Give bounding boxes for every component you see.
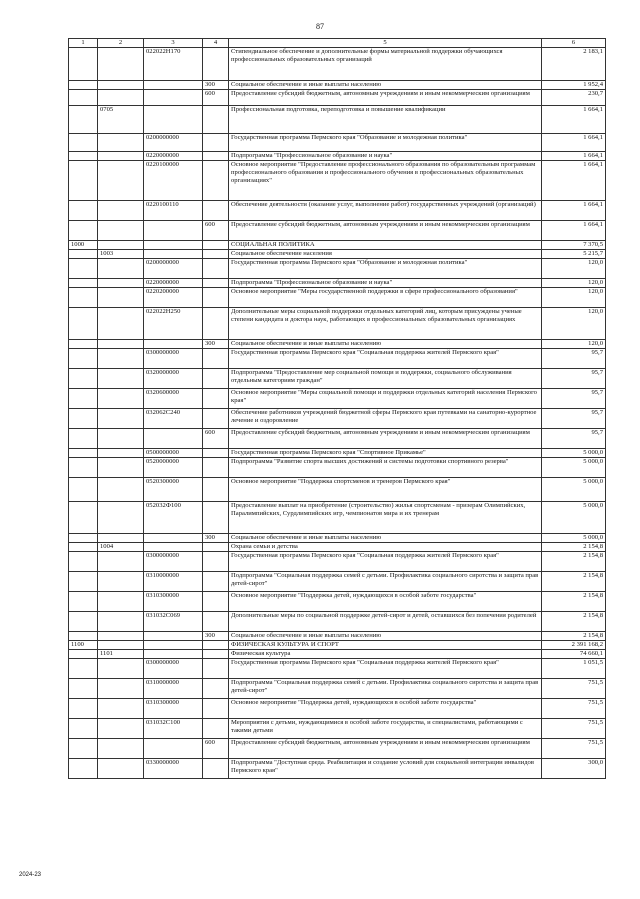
expense-type-code: 300: [203, 81, 229, 90]
section-code: [69, 650, 98, 659]
table-row: [69, 543, 606, 552]
expense-type-code: 300: [203, 632, 229, 641]
column-header: 4: [203, 39, 229, 48]
amount: 120,0: [542, 340, 606, 349]
table-row: [69, 161, 606, 201]
table-row: [69, 308, 606, 340]
expense-type-code: [203, 389, 229, 409]
section-code: [69, 389, 98, 409]
section-code: 1000: [69, 241, 98, 250]
table-row: [69, 429, 606, 449]
expense-type-code: 600: [203, 429, 229, 449]
expense-type-code: [203, 679, 229, 699]
table-header: [69, 39, 606, 48]
expense-type-code: 300: [203, 534, 229, 543]
column-header: 1: [69, 39, 98, 48]
target-article-code: 0220000000: [144, 279, 203, 288]
item-name: Обеспечение деятельности (оказание услуг, выполнение работ) государственных учреждений (организаций): [229, 201, 542, 221]
item-name: Основное мероприятие "Поддержка спортсменов и тренеров Пермского края": [229, 478, 542, 502]
amount: 1 664,1: [542, 106, 606, 134]
table-row: [69, 48, 606, 81]
expense-type-code: [203, 543, 229, 552]
item-name: Социальное обеспечение и иные выплаты населению: [229, 340, 542, 349]
target-article-code: 0220200000: [144, 288, 203, 308]
expense-type-code: [203, 478, 229, 502]
subsection-code: [98, 719, 144, 739]
item-name: Предоставление субсидий бюджетным, автономным учреждениям и иным некоммерческим организациям: [229, 90, 542, 106]
table-row: [69, 502, 606, 534]
expense-type-code: [203, 552, 229, 572]
item-name: Социальное обеспечение и иные выплаты населению: [229, 632, 542, 641]
section-code: [69, 221, 98, 241]
target-article-code: 0520300000: [144, 478, 203, 502]
table-row: [69, 612, 606, 632]
subsection-code: [98, 279, 144, 288]
subsection-code: [98, 134, 144, 152]
subsection-code: [98, 90, 144, 106]
target-article-code: [144, 534, 203, 543]
item-name: СОЦИАЛЬНАЯ ПОЛИТИКА: [229, 241, 542, 250]
amount: 1 051,5: [542, 659, 606, 679]
expense-type-code: [203, 106, 229, 134]
amount: 2 391 168,2: [542, 641, 606, 650]
item-name: Государственная программа Пермского края "Социальная поддержка жителей Пермского края": [229, 349, 542, 369]
subsection-code: [98, 699, 144, 719]
expense-type-code: [203, 502, 229, 534]
subsection-code: [98, 48, 144, 81]
item-name: Государственная программа Пермского края "Образование и молодежная политика": [229, 134, 542, 152]
section-code: [69, 739, 98, 759]
table-row: [69, 478, 606, 502]
item-name: Основное мероприятие "Меры социальной помощи и поддержки отдельных категорий населения Пермского края": [229, 389, 542, 409]
amount: 5 000,0: [542, 478, 606, 502]
amount: 95,7: [542, 369, 606, 389]
target-article-code: [144, 641, 203, 650]
item-name: Подпрограмма "Социальная поддержка семей с детьми. Профилактика социального сиротства и защита прав детей-сирот": [229, 572, 542, 592]
expense-type-code: [203, 759, 229, 779]
subsection-code: [98, 641, 144, 650]
target-article-code: 0320000000: [144, 369, 203, 389]
section-code: [69, 161, 98, 201]
subsection-code: [98, 349, 144, 369]
budget-table: [68, 38, 606, 779]
table-row: [69, 369, 606, 389]
amount: 2 183,1: [542, 48, 606, 81]
expense-type-code: [203, 349, 229, 369]
item-name: Охрана семьи и детства: [229, 543, 542, 552]
section-code: [69, 259, 98, 279]
table-row: [69, 241, 606, 250]
expense-type-code: [203, 458, 229, 478]
table-row: [69, 152, 606, 161]
subsection-code: 1004: [98, 543, 144, 552]
subsection-code: [98, 161, 144, 201]
amount: 230,7: [542, 90, 606, 106]
item-name: Подпрограмма "Доступная среда. Реабилитация и создание условий для социальной интеграции инвалидов Пермского края": [229, 759, 542, 779]
expense-type-code: [203, 201, 229, 221]
target-article-code: 0520000000: [144, 458, 203, 478]
subsection-code: [98, 221, 144, 241]
expense-type-code: 600: [203, 221, 229, 241]
item-name: Основное мероприятие "Поддержка детей, нуждающихся в особой заботе государства": [229, 592, 542, 612]
table-row: [69, 134, 606, 152]
table-row: [69, 641, 606, 650]
amount: 5 000,0: [542, 458, 606, 478]
section-code: [69, 340, 98, 349]
expense-type-code: [203, 592, 229, 612]
item-name: ФИЗИЧЕСКАЯ КУЛЬТУРА И СПОРТ: [229, 641, 542, 650]
table-row: [69, 106, 606, 134]
subsection-code: [98, 308, 144, 340]
expense-type-code: [203, 719, 229, 739]
target-article-code: 0200000000: [144, 259, 203, 279]
item-name: Предоставление выплат на приобретение (строительство) жилья спортсменам - призерам Олимпийских, Паралимпийских, Сурдлимпийских игр, чемпионатов мира и их тренерам: [229, 502, 542, 534]
section-code: [69, 250, 98, 259]
table-row: [69, 288, 606, 308]
table-row: [69, 340, 606, 349]
amount: 5 000,0: [542, 534, 606, 543]
amount: 2 154,8: [542, 552, 606, 572]
table-row: [69, 572, 606, 592]
item-name: Подпрограмма "Профессиональное образование и наука": [229, 152, 542, 161]
target-article-code: 0310300000: [144, 699, 203, 719]
target-article-code: 031032С100: [144, 719, 203, 739]
amount: 2 154,8: [542, 612, 606, 632]
amount: 1 664,1: [542, 201, 606, 221]
subsection-code: [98, 81, 144, 90]
amount: 2 154,8: [542, 543, 606, 552]
expense-type-code: [203, 152, 229, 161]
target-article-code: 0220100000: [144, 161, 203, 201]
expense-type-code: [203, 699, 229, 719]
subsection-code: [98, 572, 144, 592]
amount: 300,0: [542, 759, 606, 779]
amount: 2 154,8: [542, 632, 606, 641]
target-article-code: [144, 106, 203, 134]
subsection-code: 1003: [98, 250, 144, 259]
amount: 95,7: [542, 389, 606, 409]
table-row: [69, 81, 606, 90]
expense-type-code: [203, 572, 229, 592]
subsection-code: [98, 288, 144, 308]
amount: 1 952,4: [542, 81, 606, 90]
target-article-code: 0300000000: [144, 349, 203, 369]
amount: 751,5: [542, 699, 606, 719]
column-header: 2: [98, 39, 144, 48]
subsection-code: [98, 340, 144, 349]
expense-type-code: [203, 288, 229, 308]
expense-type-code: [203, 250, 229, 259]
subsection-code: [98, 552, 144, 572]
subsection-code: [98, 201, 144, 221]
expense-type-code: [203, 308, 229, 340]
subsection-code: [98, 759, 144, 779]
section-code: [69, 106, 98, 134]
target-article-code: 0300000000: [144, 552, 203, 572]
expense-type-code: 600: [203, 90, 229, 106]
subsection-code: [98, 369, 144, 389]
section-code: [69, 279, 98, 288]
subsection-code: [98, 449, 144, 458]
target-article-code: 031032С069: [144, 612, 203, 632]
target-article-code: [144, 739, 203, 759]
target-article-code: [144, 543, 203, 552]
expense-type-code: [203, 409, 229, 429]
section-code: [69, 349, 98, 369]
table-row: [69, 534, 606, 543]
amount: 1 664,1: [542, 134, 606, 152]
target-article-code: 0200000000: [144, 134, 203, 152]
table-row: [69, 279, 606, 288]
section-code: [69, 201, 98, 221]
subsection-code: [98, 458, 144, 478]
amount: 1 664,1: [542, 152, 606, 161]
expense-type-code: [203, 612, 229, 632]
amount: 5 215,7: [542, 250, 606, 259]
target-article-code: [144, 429, 203, 449]
amount: 1 664,1: [542, 161, 606, 201]
target-article-code: [144, 340, 203, 349]
subsection-code: [98, 259, 144, 279]
item-name: Обеспечение работников учреждений бюджетной сферы Пермского края путевками на санаторно-курортное лечение и оздоровление: [229, 409, 542, 429]
amount: 2 154,8: [542, 592, 606, 612]
table-row: [69, 90, 606, 106]
amount: 120,0: [542, 308, 606, 340]
amount: 95,7: [542, 429, 606, 449]
subsection-code: [98, 429, 144, 449]
item-name: Физическая культура: [229, 650, 542, 659]
target-article-code: 0310000000: [144, 572, 203, 592]
target-article-code: 0500000000: [144, 449, 203, 458]
target-article-code: [144, 241, 203, 250]
section-code: [69, 534, 98, 543]
target-article-code: [144, 632, 203, 641]
section-code: [69, 719, 98, 739]
section-code: [69, 552, 98, 572]
table-row: [69, 409, 606, 429]
section-code: [69, 543, 98, 552]
section-code: [69, 679, 98, 699]
target-article-code: 0220000000: [144, 152, 203, 161]
expense-type-code: 300: [203, 340, 229, 349]
subsection-code: [98, 241, 144, 250]
target-article-code: 0310300000: [144, 592, 203, 612]
target-article-code: [144, 90, 203, 106]
section-code: [69, 458, 98, 478]
table-row: [69, 449, 606, 458]
section-code: [69, 409, 98, 429]
amount: 120,0: [542, 279, 606, 288]
subsection-code: 0705: [98, 106, 144, 134]
subsection-code: [98, 612, 144, 632]
section-code: [69, 659, 98, 679]
section-code: [69, 429, 98, 449]
target-article-code: 022022Н170: [144, 48, 203, 81]
item-name: Государственная программа Пермского края "Социальная поддержка жителей Пермского края": [229, 552, 542, 572]
target-article-code: 0330000000: [144, 759, 203, 779]
section-code: [69, 48, 98, 81]
target-article-code: [144, 221, 203, 241]
table-row: [69, 679, 606, 699]
table-row: [69, 592, 606, 612]
expense-type-code: [203, 279, 229, 288]
expense-type-code: [203, 134, 229, 152]
page-number: 87: [316, 22, 324, 31]
amount: 751,5: [542, 679, 606, 699]
column-header: 3: [144, 39, 203, 48]
table-row: [69, 659, 606, 679]
item-name: Предоставление субсидий бюджетным, автономным учреждениям и иным некоммерческим организациям: [229, 221, 542, 241]
subsection-code: [98, 409, 144, 429]
section-code: [69, 134, 98, 152]
column-header: 6: [542, 39, 606, 48]
table-row: [69, 250, 606, 259]
subsection-code: [98, 502, 144, 534]
section-code: [69, 478, 98, 502]
table-row: [69, 719, 606, 739]
table-row: [69, 739, 606, 759]
target-article-code: 0320600000: [144, 389, 203, 409]
subsection-code: [98, 152, 144, 161]
expense-type-code: [203, 48, 229, 81]
expense-type-code: [203, 650, 229, 659]
section-code: [69, 632, 98, 641]
amount: 751,5: [542, 719, 606, 739]
section-code: [69, 502, 98, 534]
expense-type-code: 600: [203, 739, 229, 759]
section-code: [69, 369, 98, 389]
item-name: Стипендиальное обеспечение и дополнительные формы материальной поддержки обучающихся профессиональных образовательных организаций: [229, 48, 542, 81]
section-code: [69, 759, 98, 779]
subsection-code: [98, 389, 144, 409]
section-code: [69, 81, 98, 90]
target-article-code: [144, 650, 203, 659]
subsection-code: [98, 679, 144, 699]
amount: 95,7: [542, 349, 606, 369]
item-name: Дополнительные меры по социальной поддержке детей-сирот и детей, оставшихся без попечения родителей: [229, 612, 542, 632]
section-code: [69, 592, 98, 612]
expense-type-code: [203, 241, 229, 250]
expense-type-code: [203, 161, 229, 201]
table-row: [69, 699, 606, 719]
expense-type-code: [203, 369, 229, 389]
amount: 2 154,8: [542, 572, 606, 592]
item-name: Социальное обеспечение населения: [229, 250, 542, 259]
item-name: Государственная программа Пермского края "Спортивное Прикамье": [229, 449, 542, 458]
table-row: [69, 259, 606, 279]
target-article-code: 052032Ф100: [144, 502, 203, 534]
table-body: [69, 48, 606, 779]
section-code: 1100: [69, 641, 98, 650]
subsection-code: [98, 739, 144, 759]
footer-code: 2024-23: [19, 872, 42, 878]
target-article-code: 022022Н250: [144, 308, 203, 340]
section-code: [69, 699, 98, 719]
table-row: [69, 458, 606, 478]
item-name: Подпрограмма "Профессиональное образование и наука": [229, 279, 542, 288]
section-code: [69, 152, 98, 161]
item-name: Подпрограмма "Социальная поддержка семей с детьми. Профилактика социального сиротства и защита прав детей-сирот": [229, 679, 542, 699]
amount: 5 000,0: [542, 502, 606, 534]
amount: 74 660,1: [542, 650, 606, 659]
item-name: Предоставление субсидий бюджетным, автономным учреждениям и иным некоммерческим организациям: [229, 739, 542, 759]
subsection-code: [98, 592, 144, 612]
table-row: [69, 759, 606, 779]
item-name: Подпрограмма "Предоставление мер социальной помощи и поддержки, социального обслуживания отдельным категориям граждан": [229, 369, 542, 389]
amount: 751,5: [542, 739, 606, 759]
subsection-code: [98, 659, 144, 679]
amount: 95,7: [542, 409, 606, 429]
item-name: Мероприятия с детьми, нуждающимися в особой заботе государства, и специалистами, работающими с такими детьми: [229, 719, 542, 739]
table-row: [69, 552, 606, 572]
item-name: Дополнительные меры социальной поддержки отдельных категорий лиц, которым присуждены ученые степени кандидата и доктора наук, работающих в профессиональных образовательных организациях: [229, 308, 542, 340]
amount: 5 000,0: [542, 449, 606, 458]
subsection-code: [98, 478, 144, 502]
table-row: [69, 349, 606, 369]
item-name: Профессиональная подготовка, переподготовка и повышение квалификации: [229, 106, 542, 134]
item-name: Основное мероприятие "Предоставление профессионального образования по образовательным программам профессионального образования и профессионального обучения в профессиональных образовательных организациях": [229, 161, 542, 201]
expense-type-code: [203, 259, 229, 279]
target-article-code: 032062С240: [144, 409, 203, 429]
table-row: [69, 632, 606, 641]
target-article-code: [144, 250, 203, 259]
item-name: Государственная программа Пермского края "Социальная поддержка жителей Пермского края": [229, 659, 542, 679]
section-code: [69, 90, 98, 106]
subsection-code: [98, 632, 144, 641]
item-name: Социальное обеспечение и иные выплаты населению: [229, 534, 542, 543]
target-article-code: 0300000000: [144, 659, 203, 679]
item-name: Государственная программа Пермского края "Образование и молодежная политика": [229, 259, 542, 279]
subsection-code: 1101: [98, 650, 144, 659]
section-code: [69, 612, 98, 632]
expense-type-code: [203, 641, 229, 650]
expense-type-code: [203, 449, 229, 458]
table-row: [69, 389, 606, 409]
amount: 7 370,5: [542, 241, 606, 250]
amount: 120,0: [542, 288, 606, 308]
expense-type-code: [203, 659, 229, 679]
section-code: [69, 572, 98, 592]
target-article-code: 0220100110: [144, 201, 203, 221]
item-name: Предоставление субсидий бюджетным, автономным учреждениям и иным некоммерческим организациям: [229, 429, 542, 449]
subsection-code: [98, 534, 144, 543]
item-name: Социальное обеспечение и иные выплаты населению: [229, 81, 542, 90]
item-name: Подпрограмма "Развитие спорта высших достижений и системы подготовки спортивного резерва": [229, 458, 542, 478]
table-row: [69, 221, 606, 241]
table-row: [69, 650, 606, 659]
table-row: [69, 201, 606, 221]
target-article-code: [144, 81, 203, 90]
section-code: [69, 449, 98, 458]
amount: 1 664,1: [542, 221, 606, 241]
section-code: [69, 308, 98, 340]
item-name: Основное мероприятие "Поддержка детей, нуждающихся в особой заботе государства": [229, 699, 542, 719]
section-code: [69, 288, 98, 308]
item-name: Основное мероприятие "Меры государственной поддержки в сфере профессионального образования": [229, 288, 542, 308]
column-header: 5: [229, 39, 542, 48]
amount: 120,0: [542, 259, 606, 279]
target-article-code: 0310000000: [144, 679, 203, 699]
